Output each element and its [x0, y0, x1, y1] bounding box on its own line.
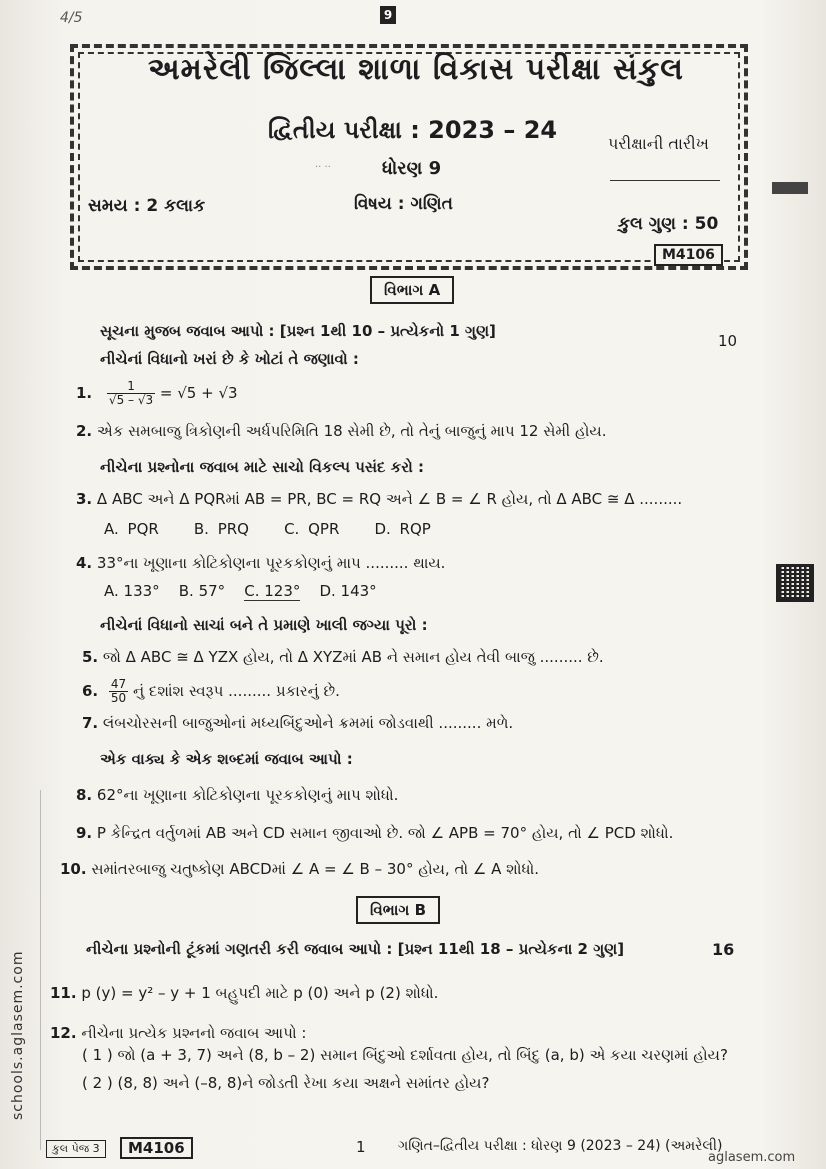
- question-text: નીચેના પ્રત્યેક પ્રશ્નનો જવાબ આપો :: [81, 1024, 307, 1042]
- exam-subtitle: દ્વિતીય પરીક્ષા : 2023 – 24: [268, 116, 558, 144]
- exam-date-label: પરીક્ષાની તારીખ: [608, 134, 709, 153]
- question-4: [76, 554, 445, 572]
- section-a-instruction: સૂચના મુજબ જવાબ આપો : [પ્રશ્ન 1થી 10 – પ્રત્યેકનો 1 ગુણ]: [100, 322, 496, 340]
- section-a-label: વિભાગ A: [370, 276, 454, 304]
- footer-page-number: 1: [356, 1138, 366, 1156]
- option: C. QPR: [284, 520, 340, 538]
- footer-page-count: કુલ પેજ 3: [46, 1140, 106, 1158]
- question-number: 11.: [50, 984, 77, 1002]
- question-number: 4.: [76, 554, 93, 572]
- option: A. PQR: [104, 520, 159, 538]
- question-text: P કેન્દ્રિત વર્તુળમાં AB અને CD સમાન જીવાઓ છે. જો ∠ APB = 70° હોય, તો ∠ PCD શોધો.: [96, 824, 674, 842]
- question-text: 62°ના ખૂણાના કોટિકોણના પૂરકકોણનું માપ શોધો.: [96, 786, 399, 804]
- side-url: schools.aglasem.com: [10, 950, 26, 1120]
- section-b-instruction: નીચેના પ્રશ્નોની ટૂંકમાં ગણતરી કરી જવાબ આપો : [પ્રશ્ન 11થી 18 – પ્રત્યેકના 2 ગુણ]: [86, 940, 625, 958]
- question-12-part-2: ( 2 ) (8, 8) અને (–8, 8)ને જોડતી રેખા કયા અક્ષને સમાંતર હોય?: [82, 1074, 490, 1092]
- question-6: [82, 678, 340, 705]
- fraction: [107, 380, 155, 407]
- handwritten-mark: 4/5: [60, 10, 83, 26]
- total-marks: કુલ ગુણ : 50: [618, 214, 719, 234]
- question-10: [60, 860, 539, 878]
- question-12: [50, 1024, 306, 1042]
- question-text: Δ ABC અને Δ PQRમાં AB = PR, BC = RQ અને ∠ B = ∠ R હોય, તો Δ ABC ≅ Δ .........: [96, 490, 683, 508]
- question-number: 5.: [82, 648, 99, 666]
- option: C. 123°: [244, 582, 301, 600]
- question-8: [76, 786, 398, 804]
- question-number: 6.: [82, 682, 99, 700]
- grade-label: ધોરણ 9: [382, 158, 442, 179]
- question-number: 9.: [76, 824, 93, 842]
- subject-label: વિષય : ગણિત: [354, 194, 453, 214]
- section-b-label: વિભાગ B: [356, 896, 440, 924]
- question-number: 2.: [76, 422, 93, 440]
- option: D. 143°: [319, 582, 377, 600]
- fraction-numerator: 47: [110, 677, 127, 691]
- sub-instruction-true-false: નીચેનાં વિધાનો ખરાં છે કે ખોટાં તે જણાવો :: [100, 350, 359, 368]
- date-line: [610, 180, 720, 181]
- question-text: લંબચોરસની બાજુઓનાં મધ્યબિંદુઓને ક્રમમાં જોડવાથી ......... મળે.: [102, 714, 514, 732]
- scribble-mark: ·· ··: [315, 162, 331, 173]
- question-text: એક સમબાજુ ત્રિકોણની અર્ધપરિમિતિ 18 સેમી છે, તો તેનું બાજુનું માપ 12 સેમી હોય.: [96, 422, 607, 440]
- question-1: [76, 380, 238, 407]
- option: B. PRQ: [193, 520, 249, 538]
- question-2: [76, 422, 606, 440]
- question-3: [76, 490, 682, 508]
- question-text: 33°ના ખૂણાના કોટિકોણના પૂરકકોણનું માપ ......... થાય.: [96, 554, 446, 572]
- question-3-options: [104, 520, 431, 538]
- option: A. 133°: [104, 582, 160, 600]
- watermark: aglasem.com: [708, 1150, 796, 1165]
- edge-tab: [772, 182, 808, 194]
- fraction-denominator: √5 – √3: [108, 393, 154, 407]
- section-a-score: 10: [718, 332, 738, 350]
- sub-instruction-fill: નીચેનાં વિધાનો સાચાં બને તે પ્રમાણે ખાલી જગ્યા પૂરો :: [100, 616, 428, 634]
- footer-subject-line: ગણિત–દ્વિતીય પરીક્ષા : ધોરણ 9 (2023 – 24) (અમરેલી): [398, 1138, 723, 1154]
- question-5: [82, 648, 604, 666]
- question-number: 12.: [50, 1024, 77, 1042]
- top-page-number: 9: [380, 6, 396, 24]
- fraction: [109, 678, 128, 705]
- footer-paper-code: M4106: [120, 1137, 193, 1159]
- fraction-numerator: 1: [107, 380, 155, 394]
- time-label: સમય : 2 કલાક: [88, 196, 206, 216]
- margin-line: [40, 790, 41, 1150]
- paper-code: M4106: [654, 244, 723, 266]
- option: D. RQP: [374, 520, 431, 538]
- section-b-score: 16: [712, 940, 735, 959]
- question-7: [82, 714, 513, 732]
- question-12-part-1: ( 1 ) જો (a + 3, 7) અને (8, b – 2) સમાન બિંદુઓ દર્શાવતા હોય, તો બિંદુ (a, b) એ કયા ચરણમાં હોય?: [82, 1046, 728, 1064]
- question-text: જો Δ ABC ≅ Δ YZX હોય, તો Δ XYZમાં AB ને સમાન હોય તેવી બાજુ ......... છે.: [102, 648, 604, 666]
- sub-instruction-short: એક વાક્ય કે એક શબ્દમાં જવાબ આપો :: [100, 750, 353, 768]
- question-number: 1.: [76, 384, 93, 402]
- exam-title: અમરેલી જિલ્લા શાળા વિકાસ પરીક્ષા સંકુલ: [148, 52, 684, 87]
- question-11: [50, 984, 438, 1002]
- question-text: નું દશાંશ સ્વરૂપ ......... પ્રકારનું છે.: [132, 682, 340, 700]
- question-text: p (y) = y² – y + 1 બહુપદી માટે p (0) અને p (2) શોધો.: [81, 984, 439, 1002]
- question-number: 7.: [82, 714, 99, 732]
- qr-code: [776, 564, 814, 602]
- question-4-options: [104, 582, 377, 600]
- option: B. 57°: [178, 582, 226, 600]
- question-number: 10.: [60, 860, 87, 878]
- question-text: = √5 + √3: [159, 384, 238, 402]
- fraction-denominator: 50: [110, 691, 127, 705]
- question-number: 8.: [76, 786, 93, 804]
- sub-instruction-mcq: નીચેના પ્રશ્નોના જવાબ માટે સાચો વિકલ્પ પસંદ કરો :: [100, 458, 424, 476]
- question-number: 3.: [76, 490, 93, 508]
- question-9: [76, 824, 673, 842]
- question-text: સમાંતરબાજુ ચતુષ્કોણ ABCDમાં ∠ A = ∠ B – 30° હોય, તો ∠ A શોધો.: [91, 860, 539, 878]
